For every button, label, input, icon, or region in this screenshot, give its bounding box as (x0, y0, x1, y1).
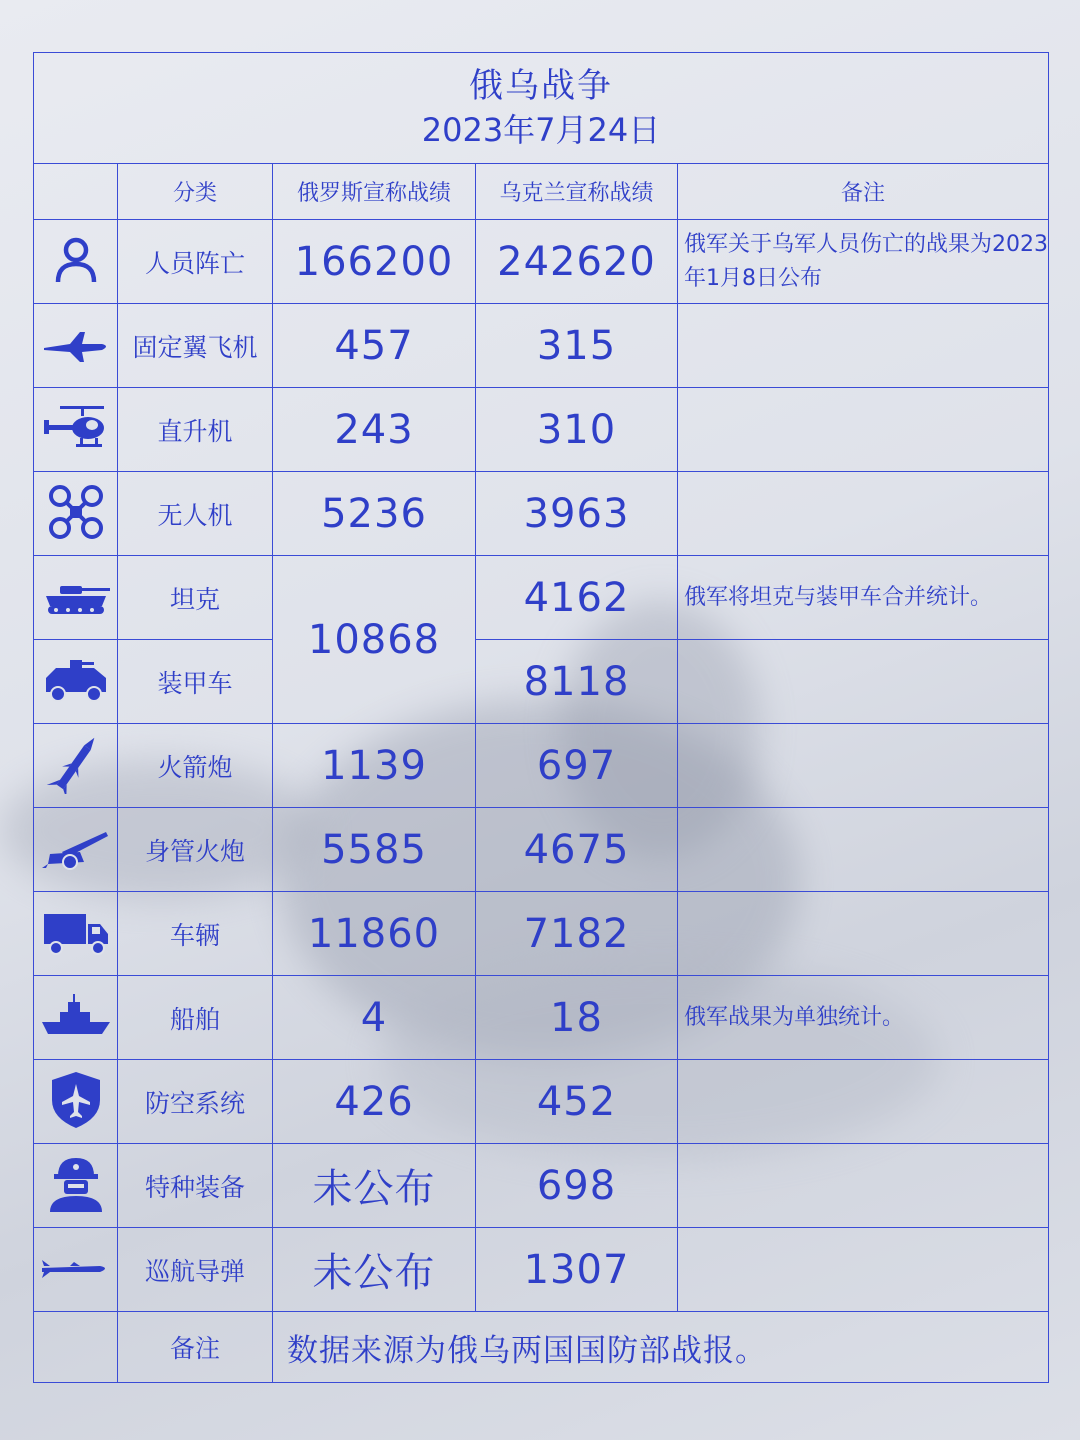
row-category: 固定翼飞机 (118, 304, 273, 388)
ukraine-value: 697 (476, 724, 678, 808)
air-defense-icon (40, 1070, 112, 1130)
row-category: 装甲车 (118, 640, 273, 724)
drone-icon (40, 482, 112, 542)
russia-value: 5585 (273, 808, 476, 892)
table-row (34, 556, 1049, 640)
ukraine-value: 3963 (476, 472, 678, 556)
row-category: 无人机 (118, 472, 273, 556)
table-row (34, 1228, 1049, 1312)
russia-value: 426 (273, 1060, 476, 1144)
header-russia: 俄罗斯宣称战绩 (273, 164, 476, 220)
row-category: 直升机 (118, 388, 273, 472)
footer-row (34, 1312, 1049, 1383)
ukraine-value: 4675 (476, 808, 678, 892)
row-category: 防空系统 (118, 1060, 273, 1144)
tank-icon (40, 566, 112, 626)
row-category: 车辆 (118, 892, 273, 976)
special-equipment-icon (40, 1154, 112, 1214)
row-category: 人员阵亡 (118, 220, 273, 304)
artillery-icon (40, 818, 112, 878)
ship-icon (40, 986, 112, 1046)
row-category: 坦克 (118, 556, 273, 640)
stats-table (33, 52, 1049, 1383)
ukraine-value: 698 (476, 1144, 678, 1228)
table-row (34, 724, 1049, 808)
ukraine-value: 452 (476, 1060, 678, 1144)
table-row (34, 976, 1049, 1060)
data-source-note: 数据来源为俄乌两国国防部战报。 (273, 1312, 1049, 1383)
title-cell (34, 53, 1049, 164)
row-note (678, 1060, 1049, 1144)
row-note (678, 304, 1049, 388)
table-row (34, 640, 1049, 724)
russia-value: 457 (273, 304, 476, 388)
helicopter-icon (40, 398, 112, 458)
stats-sheet (33, 52, 1048, 1392)
row-category: 火箭炮 (118, 724, 273, 808)
armored-vehicle-icon (40, 650, 112, 710)
table-row (34, 1144, 1049, 1228)
ukraine-value: 8118 (476, 640, 678, 724)
russia-value: 4 (273, 976, 476, 1060)
person-icon (40, 230, 112, 290)
ukraine-value: 315 (476, 304, 678, 388)
table-row (34, 388, 1049, 472)
row-category: 特种装备 (118, 1144, 273, 1228)
header-ukraine: 乌克兰宣称战绩 (476, 164, 678, 220)
page-date: 2023年7月24日 (421, 111, 661, 149)
row-category: 船舶 (118, 976, 273, 1060)
table-row (34, 472, 1049, 556)
row-category: 身管火炮 (118, 808, 273, 892)
row-note: 俄军将坦克与装甲车合并统计。 (678, 556, 1049, 640)
russia-value: 1139 (273, 724, 476, 808)
russia-value: 未公布 (273, 1144, 476, 1228)
row-category: 巡航导弹 (118, 1228, 273, 1312)
table-row (34, 1060, 1049, 1144)
airplane-icon (40, 314, 112, 374)
footer-label: 备注 (118, 1312, 273, 1383)
rocket-icon (40, 734, 112, 794)
russia-value: 166200 (273, 220, 476, 304)
row-note (678, 640, 1049, 724)
header-category: 分类 (118, 164, 273, 220)
row-note: 俄军关于乌军人员伤亡的战果为2023年1月8日公布 (678, 220, 1049, 304)
ukraine-value: 7182 (476, 892, 678, 976)
ukraine-value: 242620 (476, 220, 678, 304)
row-note (678, 1228, 1049, 1312)
row-note (678, 808, 1049, 892)
russia-value: 243 (273, 388, 476, 472)
table-row (34, 892, 1049, 976)
truck-icon (40, 902, 112, 962)
footer-icon-cell (34, 1312, 118, 1383)
row-note: 俄军战果为单独统计。 (678, 976, 1049, 1060)
russia-value: 11860 (273, 892, 476, 976)
table-row (34, 304, 1049, 388)
russia-value: 5236 (273, 472, 476, 556)
header-notes: 备注 (678, 164, 1049, 220)
row-note (678, 472, 1049, 556)
row-note (678, 1144, 1049, 1228)
header-row (34, 164, 1049, 220)
cruise-missile-icon (40, 1238, 112, 1298)
page-title: 俄乌战争 (469, 66, 613, 106)
row-note (678, 724, 1049, 808)
ukraine-value: 18 (476, 976, 678, 1060)
ukraine-value: 1307 (476, 1228, 678, 1312)
header-icon-cell (34, 164, 118, 220)
russia-value: 未公布 (273, 1228, 476, 1312)
table-row (34, 808, 1049, 892)
row-note (678, 388, 1049, 472)
table-row (34, 220, 1049, 304)
ukraine-value: 4162 (476, 556, 678, 640)
russia-value: 10868 (273, 556, 476, 724)
ukraine-value: 310 (476, 388, 678, 472)
row-note (678, 892, 1049, 976)
